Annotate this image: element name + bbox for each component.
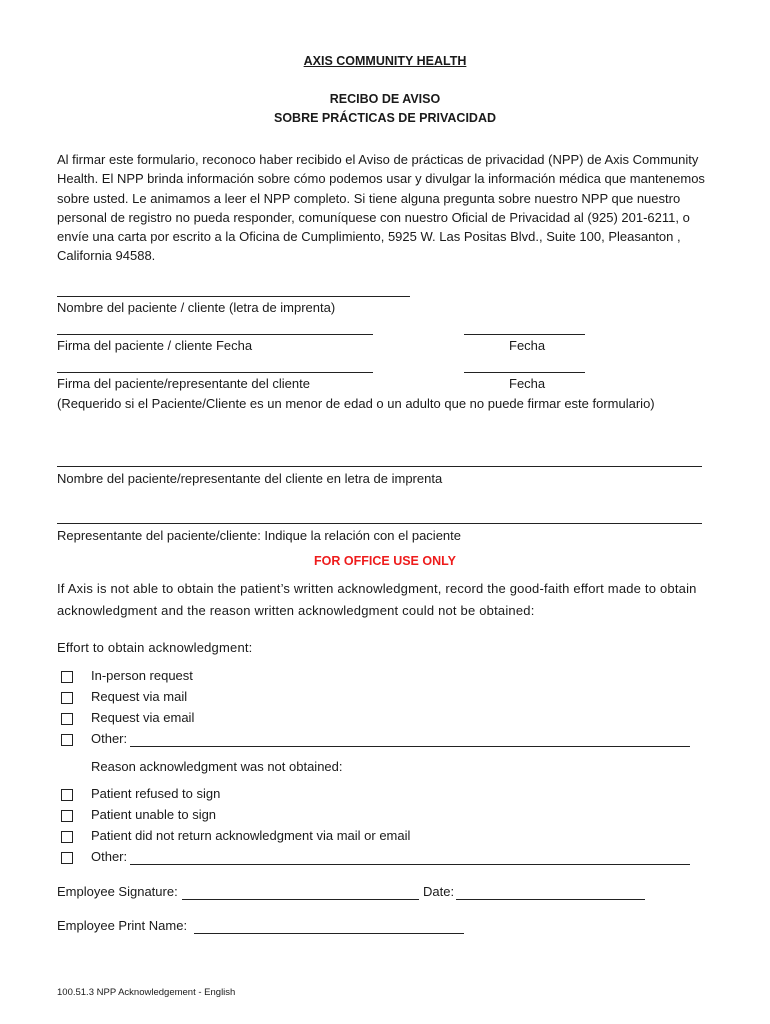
office-instructions: If Axis is not able to obtain the patient’s written acknowledgment, record the good-faith effort made to obtain acknowledgment and the reason written acknowledgment could not be obtained:	[57, 581, 697, 618]
rep-name-line[interactable]	[57, 466, 702, 467]
checkbox[interactable]	[61, 831, 73, 843]
checkbox[interactable]	[61, 734, 73, 746]
rep-date-label: Fecha	[509, 376, 546, 391]
checkbox[interactable]	[61, 713, 73, 725]
employee-date-label: Date:	[423, 884, 455, 899]
patient-name-line[interactable]	[57, 296, 410, 297]
rep-signature-label: Firma del paciente/representante del cliente	[57, 376, 310, 391]
option-label: Request via email	[91, 710, 195, 725]
patient-date-line[interactable]	[464, 334, 585, 335]
patient-signature-line[interactable]	[57, 334, 373, 335]
patient-name-label: Nombre del paciente / cliente (letra de imprenta)	[57, 300, 336, 315]
reason-heading: Reason acknowledgment was not obtained:	[91, 759, 343, 774]
checkbox[interactable]	[61, 810, 73, 822]
organization-name: AXIS COMMUNITY HEALTH	[303, 54, 467, 68]
option-label: Patient did not return acknowledgment via mail or email	[91, 828, 411, 843]
effort-heading: Effort to obtain acknowledgment:	[57, 640, 253, 655]
patient-signature-label: Firma del paciente / cliente Fecha	[57, 338, 253, 353]
office-use-heading: FOR OFFICE USE ONLY	[314, 554, 456, 568]
rep-signature-line[interactable]	[57, 372, 373, 373]
form-footer: 100.51.3 NPP Acknowledgement - English	[57, 987, 236, 998]
form-title-line1: RECIBO DE AVISO	[329, 92, 441, 106]
rep-required-note: (Requerido si el Paciente/Cliente es un menor de edad o un adulto que no puede firmar este formulario)	[57, 396, 655, 411]
rep-relationship-line[interactable]	[57, 523, 702, 524]
rep-date-line[interactable]	[464, 372, 585, 373]
checkbox[interactable]	[61, 692, 73, 704]
rep-relationship-label: Representante del paciente/cliente: Indique la relación con el paciente	[57, 528, 461, 543]
option-label: Patient refused to sign	[91, 786, 221, 801]
patient-date-label: Fecha	[509, 338, 546, 353]
intro-paragraph: Al firmar este formulario, reconoco haber recibido el Aviso de prácticas de privacidad (NPP) de Axis Community Health. El NPP brinda información sobre cómo podemos usar y divulgar la información médica que mantenemos sobre usted. Le animamos a leer el NPP completo. Si tiene alguna pregunta sobre nuestro NPP que nuestro personal de registro no pueda responder, comuníquese con nuestro Oficial de Privacidad al (925) 201-6211, o envíe una carta por escrito a la Oficina de Cumplimiento, 5925 W. Las Positas Blvd., Suite 100, Pleasanton , California 94588.	[57, 152, 705, 264]
option-label: Other:	[91, 731, 128, 746]
employee-date-line[interactable]	[456, 899, 645, 900]
checkbox[interactable]	[61, 852, 73, 864]
option-label: In-person request	[91, 668, 193, 683]
option-label: Request via mail	[91, 689, 188, 704]
employee-signature-line[interactable]	[182, 899, 419, 900]
effort-other-line[interactable]	[130, 746, 690, 747]
reason-other-line[interactable]	[130, 864, 690, 865]
option-label: Other:	[91, 849, 128, 864]
form-title-line2: SOBRE PRÁCTICAS DE PRIVACIDAD	[273, 111, 496, 125]
employee-print-label: Employee Print Name:	[57, 918, 188, 933]
rep-name-label: Nombre del paciente/representante del cliente en letra de imprenta	[57, 471, 443, 486]
checkbox[interactable]	[61, 671, 73, 683]
employee-signature-label: Employee Signature:	[57, 884, 178, 899]
option-label: Patient unable to sign	[91, 807, 217, 822]
employee-print-line[interactable]	[194, 933, 464, 934]
checkbox[interactable]	[61, 789, 73, 801]
